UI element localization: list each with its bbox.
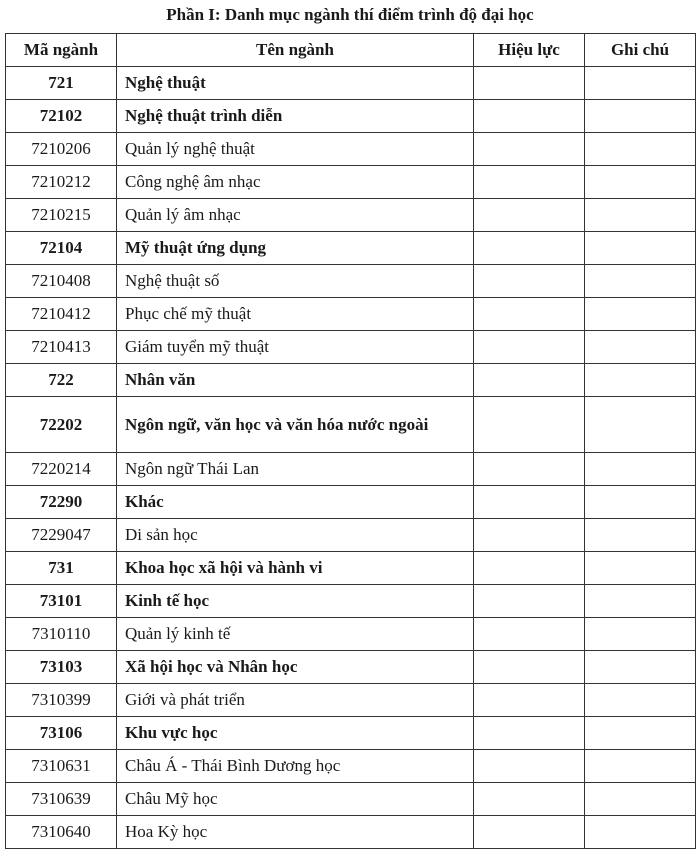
effective-cell [474,133,585,166]
major-name-cell: Công nghệ âm nhạc [117,166,474,199]
note-cell [585,585,696,618]
major-code-cell: 7210413 [6,331,117,364]
table-row [6,453,696,486]
effective-cell [474,453,585,486]
major-code-cell: 7210408 [6,265,117,298]
note-cell [585,100,696,133]
note-cell [585,519,696,552]
table-row [6,364,696,397]
major-name-cell: Nghệ thuật [117,67,474,100]
table-row [6,618,696,651]
major-code-cell: 72202 [6,397,117,453]
major-code-cell: 7229047 [6,519,117,552]
major-name-cell: Di sản học [117,519,474,552]
major-name-cell: Ngôn ngữ Thái Lan [117,453,474,486]
note-cell [585,816,696,849]
note-cell [585,783,696,816]
note-cell [585,67,696,100]
effective-cell [474,585,585,618]
table-row [6,67,696,100]
major-name-cell: Khác [117,486,474,519]
major-name-cell: Ngôn ngữ, văn học và văn hóa nước ngoài [117,397,474,453]
header-hieu-luc: Hiệu lực [474,34,585,67]
major-name-cell: Nghệ thuật trình diễn [117,100,474,133]
major-code-cell: 7310640 [6,816,117,849]
major-code-cell: 7210412 [6,298,117,331]
table-row [6,397,696,453]
page-title: Phần I: Danh mục ngành thí điểm trình độ đại học [166,5,534,24]
note-cell [585,331,696,364]
table-row [6,298,696,331]
effective-cell [474,684,585,717]
effective-cell [474,100,585,133]
note-cell [585,199,696,232]
effective-cell [474,816,585,849]
major-code-cell: 7210206 [6,133,117,166]
note-cell [585,166,696,199]
major-code-cell: 731 [6,552,117,585]
major-name-cell: Hoa Kỳ học [117,816,474,849]
major-code-cell: 73103 [6,651,117,684]
note-cell [585,717,696,750]
table-row [6,166,696,199]
note-cell [585,618,696,651]
header-ma-nganh: Mã ngành [6,34,117,67]
major-name-cell: Phục chế mỹ thuật [117,298,474,331]
note-cell [585,651,696,684]
effective-cell [474,783,585,816]
effective-cell [474,750,585,783]
note-cell [585,453,696,486]
major-name-cell: Giới và phát triển [117,684,474,717]
major-name-cell: Khu vực học [117,717,474,750]
effective-cell [474,67,585,100]
table-row [6,232,696,265]
table-row [6,486,696,519]
note-cell [585,298,696,331]
note-cell [585,133,696,166]
note-cell [585,364,696,397]
header-ten-nganh: Tên ngành [117,34,474,67]
major-code-cell: 7310639 [6,783,117,816]
major-name-cell: Giám tuyển mỹ thuật [117,331,474,364]
major-code-cell: 722 [6,364,117,397]
major-code-cell: 721 [6,67,117,100]
table-row [6,717,696,750]
table-header-row [6,34,696,67]
table-row [6,684,696,717]
effective-cell [474,486,585,519]
major-name-cell: Quản lý nghệ thuật [117,133,474,166]
major-name-cell: Kinh tế học [117,585,474,618]
note-cell [585,750,696,783]
effective-cell [474,265,585,298]
note-cell [585,232,696,265]
table-row [6,331,696,364]
major-name-cell: Khoa học xã hội và hành vi [117,552,474,585]
major-code-cell: 7310399 [6,684,117,717]
major-code-cell: 7310631 [6,750,117,783]
major-code-cell: 73106 [6,717,117,750]
major-name-cell: Nghệ thuật số [117,265,474,298]
major-name-cell: Quản lý âm nhạc [117,199,474,232]
major-name-cell: Châu Á - Thái Bình Dương học [117,750,474,783]
header-ghi-chu: Ghi chú [585,34,696,67]
note-cell [585,486,696,519]
major-code-cell: 7210215 [6,199,117,232]
major-code-cell: 7310110 [6,618,117,651]
major-name-cell: Xã hội học và Nhân học [117,651,474,684]
note-cell [585,265,696,298]
effective-cell [474,397,585,453]
effective-cell [474,552,585,585]
majors-table [5,33,696,849]
table-row [6,585,696,618]
major-code-cell: 7220214 [6,453,117,486]
table-row [6,750,696,783]
table-row [6,552,696,585]
major-code-cell: 72104 [6,232,117,265]
table-row [6,133,696,166]
major-name-cell: Nhân văn [117,364,474,397]
major-code-cell: 73101 [6,585,117,618]
major-code-cell: 7210212 [6,166,117,199]
note-cell [585,397,696,453]
major-code-cell: 72102 [6,100,117,133]
effective-cell [474,166,585,199]
effective-cell [474,618,585,651]
note-cell [585,684,696,717]
table-row [6,265,696,298]
major-code-cell: 72290 [6,486,117,519]
table-row [6,651,696,684]
effective-cell [474,199,585,232]
effective-cell [474,232,585,265]
effective-cell [474,717,585,750]
table-row [6,100,696,133]
effective-cell [474,364,585,397]
table-row [6,783,696,816]
note-cell [585,552,696,585]
major-name-cell: Mỹ thuật ứng dụng [117,232,474,265]
major-name-cell: Quản lý kinh tế [117,618,474,651]
table-row [6,199,696,232]
effective-cell [474,298,585,331]
major-name-cell: Châu Mỹ học [117,783,474,816]
effective-cell [474,331,585,364]
table-row [6,816,696,849]
effective-cell [474,519,585,552]
effective-cell [474,651,585,684]
table-row [6,519,696,552]
